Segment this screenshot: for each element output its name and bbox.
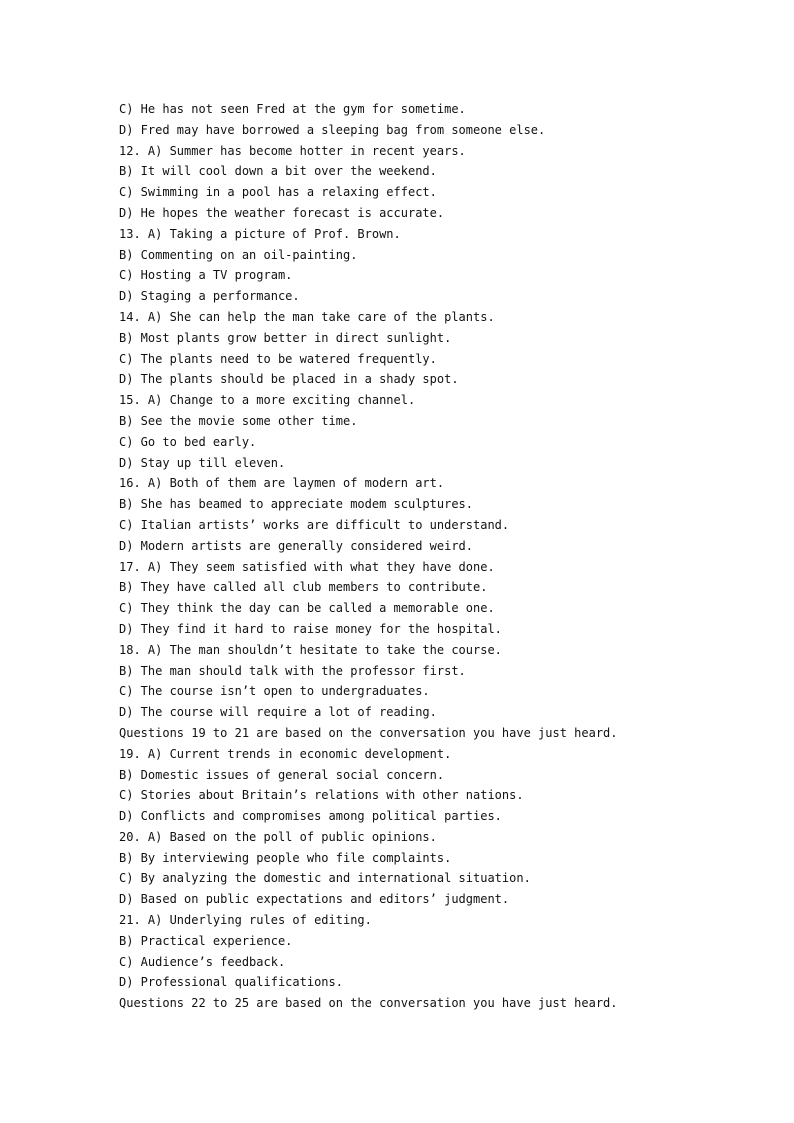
text-line: C) Hosting a TV program.	[119, 268, 293, 283]
text-line: C) The course isn’t open to undergraduates.	[119, 684, 430, 699]
text-line: B) By interviewing people who file complaints.	[119, 850, 452, 865]
text-line: C) Audience’s feedback.	[119, 954, 286, 969]
text-line: D) Conflicts and compromises among political parties.	[119, 809, 502, 824]
text-line: C) Italian artists’ works are difficult to understand.	[119, 517, 510, 532]
text-line: 18. A) The man shouldn’t hesitate to take the course.	[119, 642, 502, 657]
text-line: D) He hopes the weather forecast is accurate.	[119, 205, 445, 220]
text-line: D) Stay up till eleven.	[119, 455, 286, 470]
text-line: B) It will cool down a bit over the weekend.	[119, 164, 437, 179]
text-line: B) The man should talk with the professor first.	[119, 663, 466, 678]
text-line: B) Practical experience.	[119, 933, 293, 948]
text-line: D) The course will require a lot of reading.	[119, 705, 437, 720]
text-line: 20. A) Based on the poll of public opinions.	[119, 829, 437, 844]
text-line: 19. A) Current trends in economic development.	[119, 746, 452, 761]
text-line: C) Stories about Britain’s relations with other nations.	[119, 788, 524, 803]
text-line: B) She has beamed to appreciate modem sculptures.	[119, 497, 474, 512]
text-line: B) They have called all club members to contribute.	[119, 580, 488, 595]
text-line: 12. A) Summer has become hotter in recent years.	[119, 143, 466, 158]
text-line: B) Commenting on an oil-painting.	[119, 247, 358, 262]
document-page	[119, 99, 759, 1014]
section-heading: Questions 22 to 25 are based on the conversation you have just heard.	[119, 996, 618, 1011]
text-line: C) They think the day can be called a memorable one.	[119, 601, 495, 616]
text-line: D) Modern artists are generally considered weird.	[119, 538, 474, 553]
text-line: B) Domestic issues of general social concern.	[119, 767, 445, 782]
text-line: 17. A) They seem satisfied with what they have done.	[119, 559, 495, 574]
text-line: 21. A) Underlying rules of editing.	[119, 913, 372, 928]
text-line: D) Professional qualifications.	[119, 975, 343, 990]
text-line: B) See the movie some other time.	[119, 413, 358, 428]
text-line: 16. A) Both of them are laymen of modern art.	[119, 476, 445, 491]
text-line: B) Most plants grow better in direct sunlight.	[119, 330, 452, 345]
text-line: C) He has not seen Fred at the gym for sometime.	[119, 102, 466, 116]
section-heading: Questions 19 to 21 are based on the conversation you have just heard.	[119, 725, 618, 740]
text-line: D) The plants should be placed in a shady spot.	[119, 372, 459, 387]
text-line: C) By analyzing the domestic and international situation.	[119, 871, 531, 886]
text-line: D) Based on public expectations and editors’ judgment.	[119, 892, 510, 907]
text-line: 14. A) She can help the man take care of the plants.	[119, 309, 495, 324]
text-line: C) Swimming in a pool has a relaxing effect.	[119, 185, 437, 200]
text-line: D) Staging a performance.	[119, 289, 300, 304]
text-line: 15. A) Change to a more exciting channel.	[119, 393, 416, 408]
text-line: D) They find it hard to raise money for the hospital.	[119, 621, 502, 636]
text-line: C) The plants need to be watered frequently.	[119, 351, 437, 366]
text-line: D) Fred may have borrowed a sleeping bag from someone else.	[119, 122, 546, 137]
text-line: C) Go to bed early.	[119, 434, 257, 449]
text-line: 13. A) Taking a picture of Prof. Brown.	[119, 226, 401, 241]
